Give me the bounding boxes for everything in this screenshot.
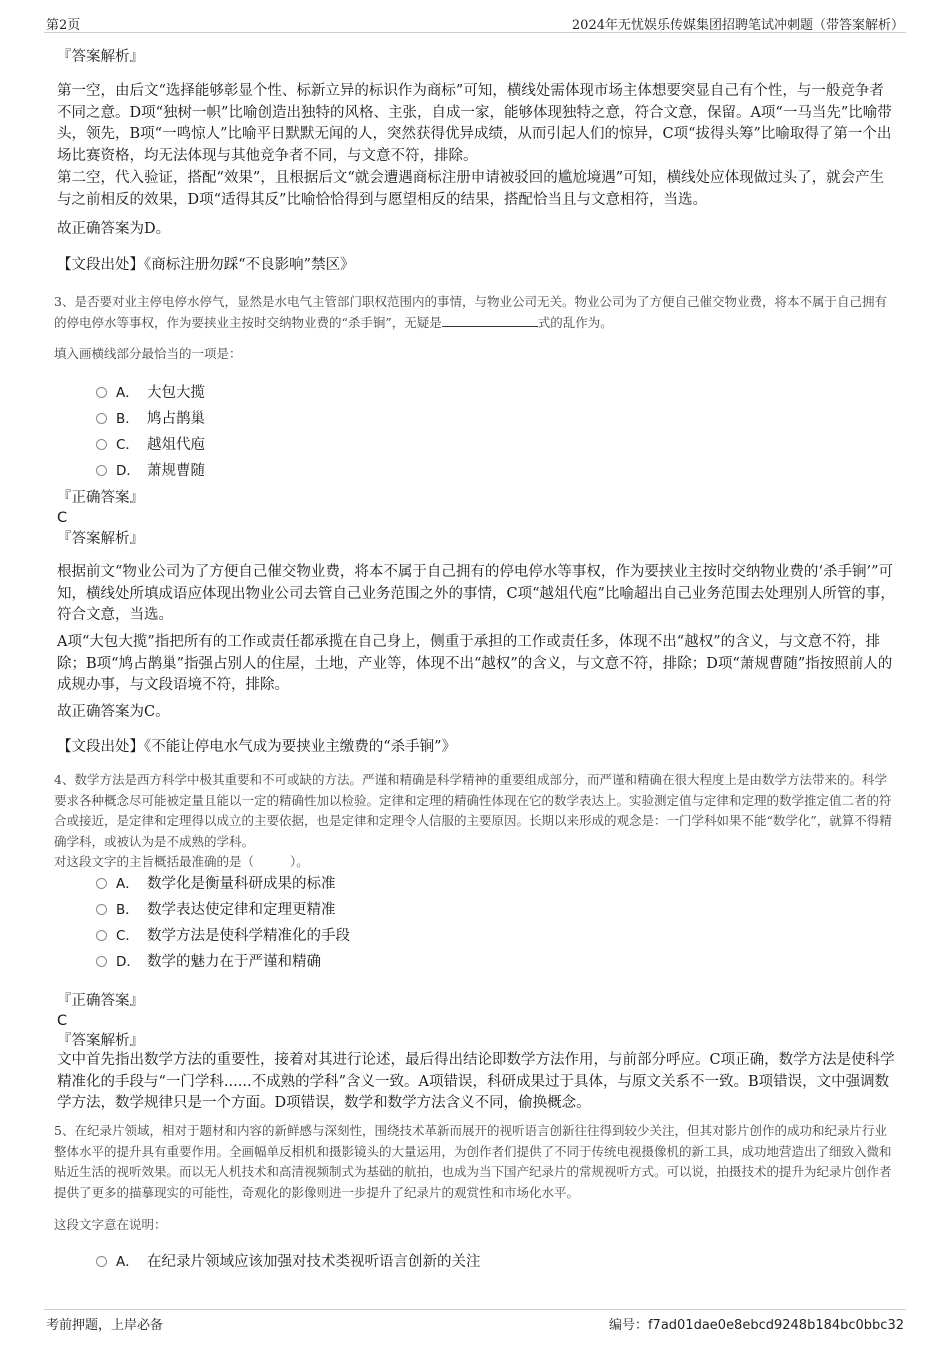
radio-icon[interactable] — [96, 956, 107, 967]
radio-icon[interactable] — [96, 930, 107, 941]
q2-source: 【文段出处】《商标注册勿踩“不良影响”禁区》 — [57, 257, 355, 273]
radio-icon[interactable] — [96, 904, 107, 915]
q2-analysis-para1: 第一空，由后文“选择能够彰显个性、标新立异的标识作为商标”可知，横线处需体现市场主体想要突显自己有个性，与一般竞争者不同之意。D项“独树一帜”比喻创造出独特的风格、主张，自成一家，能够体现独特之意，符合文意，保留。A项“一马当先”比喻带头，领先，B项“一鸣惊人”比喻平日默默无闻的人，突然获得优异成绩，从而引起人们的惊异，C项“拔得头筹”比喻取得了第一个出场比赛资格，均无法体现与其他竞争者不同，与文意不符，排除。 — [57, 83, 892, 164]
q5-stem: 5、在纪录片领域，相对于题材和内容的新鲜感与深刻性，围绕技术革新而展开的视听语言创新往往得到较少关注，但其对影片创作的成功和纪录片行业整体水平的提升具有重要作用。全画幅单反相机和摄影镜头的大量运用，为创作者们提供了不同于传统电视摄像机的新工具，成功地营造出了细致入微和贴近生活的视听效果。而以无人机技术和高清视频制式为基础的航拍，也成为当下国产纪录片的常规视听方式。可以说，拍摄技术的提升为纪录片创作者提供了更多的描摹现实的可能性，奇观化的影像则进一步提升了纪录片的观赏性和市场化水平。 — [54, 1123, 892, 1200]
q4-correct-answer: C — [57, 1013, 68, 1029]
q3-conclusion: 故正确答案为C。 — [57, 704, 170, 720]
q3-analysis-label: 『答案解析』 — [57, 531, 144, 547]
q3-analysis-para1: 根据前文“物业公司为了方便自己催交物业费，将本不属于自己拥有的停电停水等事权，作为要挟业主按时交纳物业费的‘杀手锏’”可知，横线处所填成语应体现出物业公司去管自己业务范围之外的事情，C项“越俎代庖”比喻超出自己业务范围去处理别人所管的事，符合文意，当选。 — [57, 564, 895, 623]
q4-correct-label: 『正确答案』 — [57, 993, 144, 1009]
q4-prompt-tail: ）。 — [290, 854, 309, 869]
radio-icon[interactable] — [96, 413, 107, 424]
q3-prompt: 填入画横线部分最恰当的一项是： — [54, 346, 242, 361]
q3-correct-answer: C — [57, 510, 68, 526]
q3-correct-label: 『正确答案』 — [57, 490, 144, 506]
q2-conclusion: 故正确答案为D。 — [57, 221, 171, 237]
code-value: f7ad01dae0e8ebcd9248b184bc0bbc32 — [647, 1318, 904, 1333]
radio-icon[interactable] — [96, 439, 107, 450]
page-header — [44, 10, 906, 33]
code-label: 编号： — [608, 1318, 648, 1333]
q4-option-d[interactable]: D． 数学的魅力在于严谨和精确 — [96, 951, 321, 973]
document-title: 2024年无忧娱乐传媒集团招聘笔试冲刺题（带答案解析） — [571, 18, 904, 33]
q4-option-c[interactable]: C． 数学方法是使科学精准化的手段 — [96, 925, 350, 947]
q4-option-a[interactable]: A． 数学化是衡量科研成果的标准 — [96, 873, 336, 895]
q4-prompt — [54, 852, 896, 873]
q3-stem — [54, 292, 896, 333]
q4-stem: 4、数学方法是西方科学中极其重要和不可或缺的方法。严谨和精确是科学精神的重要组成部分，而严谨和精确在很大程度上是由数学方法带来的。科学要求各种概念尽可能被定量且能以一定的精确性加以检验。定律和定理的精确性体现在它的数学表达上。实验测定值与定律和定理的数学推定值二者的符合或接近，是定律和定理得以成立的主要依据，也是定律和定理令人信服的主要原因。长期以来形成的观念是：一门学科如果不能“数学化”，就算不得精确学科，或被认为是不成熟的学科。 — [54, 772, 892, 849]
q2-analysis-label: 『答案解析』 — [57, 49, 144, 65]
q3-option-a[interactable]: A． 大包大揽 — [96, 382, 205, 404]
radio-icon[interactable] — [96, 878, 107, 889]
page-number: 第2页 — [46, 18, 81, 33]
document-code — [609, 1314, 904, 1333]
radio-icon[interactable] — [96, 1256, 107, 1267]
q3-option-b[interactable]: B． 鸠占鹊巢 — [96, 408, 205, 430]
radio-icon[interactable] — [96, 387, 107, 398]
radio-icon[interactable] — [96, 465, 107, 476]
q5-option-a[interactable]: A． 在纪录片领域应该加强对技术类视听语言创新的关注 — [96, 1251, 481, 1273]
q4-option-b[interactable]: B． 数学表达使定律和定理更精准 — [96, 899, 336, 921]
q5-prompt: 这段文字意在说明： — [54, 1217, 167, 1232]
q3-option-c[interactable]: C． 越俎代庖 — [96, 434, 205, 456]
q3-stem-tail: 式的乱作为。 — [537, 314, 613, 330]
footer-slogan: 考前押题，上岸必备 — [46, 1318, 164, 1333]
q3-option-d[interactable]: D． 萧规曹随 — [96, 460, 205, 482]
q3-stem-text: 3、是否要对业主停电停水停气，显然是水电气主管部门职权范围内的事情，与物业公司无关。物业公司为了方便自己催交物业费，将本不属于自己拥有的停电停水等事权，作为要挟业主按时交纳物业费的“杀手锏”，无疑是 — [54, 294, 887, 330]
q4-prompt-text: 对这段文字的主旨概括最准确的是（ — [54, 854, 255, 869]
q4-analysis-text: 文中首先指出数学方法的重要性，接着对其进行论述，最后得出结论即数学方法作用，与前部分呼应。C项正确，数学方法是使科学精准化的手段与“一门学科......不成熟的学科”含义一致。A项错误，科研成果过于具体，与原文关系不一致。B项错误，文中强调数学方法，数学规律只是一个方面。D项错误，数学和数学方法含义不同，偷换概念。 — [57, 1052, 895, 1111]
q3-source: 【文段出处】《不能让停电水气成为要挟业主缴费的“杀手锏”》 — [57, 739, 457, 755]
q3-blank — [442, 314, 538, 327]
q4-analysis-label: 『答案解析』 — [57, 1033, 144, 1049]
page-footer — [44, 1309, 906, 1332]
q3-analysis-para2: A项“大包大揽”指把所有的工作或责任都承揽在自己身上，侧重于承担的工作或责任多，体现不出“越权”的含义，与文意不符，排除；B项“鸠占鹊巢”指强占别人的住屋，土地，产业等，体现不出“越权”的含义，与文意不符，排除；D项“萧规曹随”指按照前人的成规办事，与文段语境不符，排除。 — [57, 634, 893, 693]
q2-analysis-para2: 第二空，代入验证，搭配“效果”，且根据后文“就会遭遇商标注册申请被驳回的尴尬境遇”可知，横线处应体现做过头了，就会产生与之前相反的效果，D项“适得其反”比喻恰恰得到与愿望相反的结果，搭配恰当且与文意相符，当选。 — [57, 170, 885, 208]
